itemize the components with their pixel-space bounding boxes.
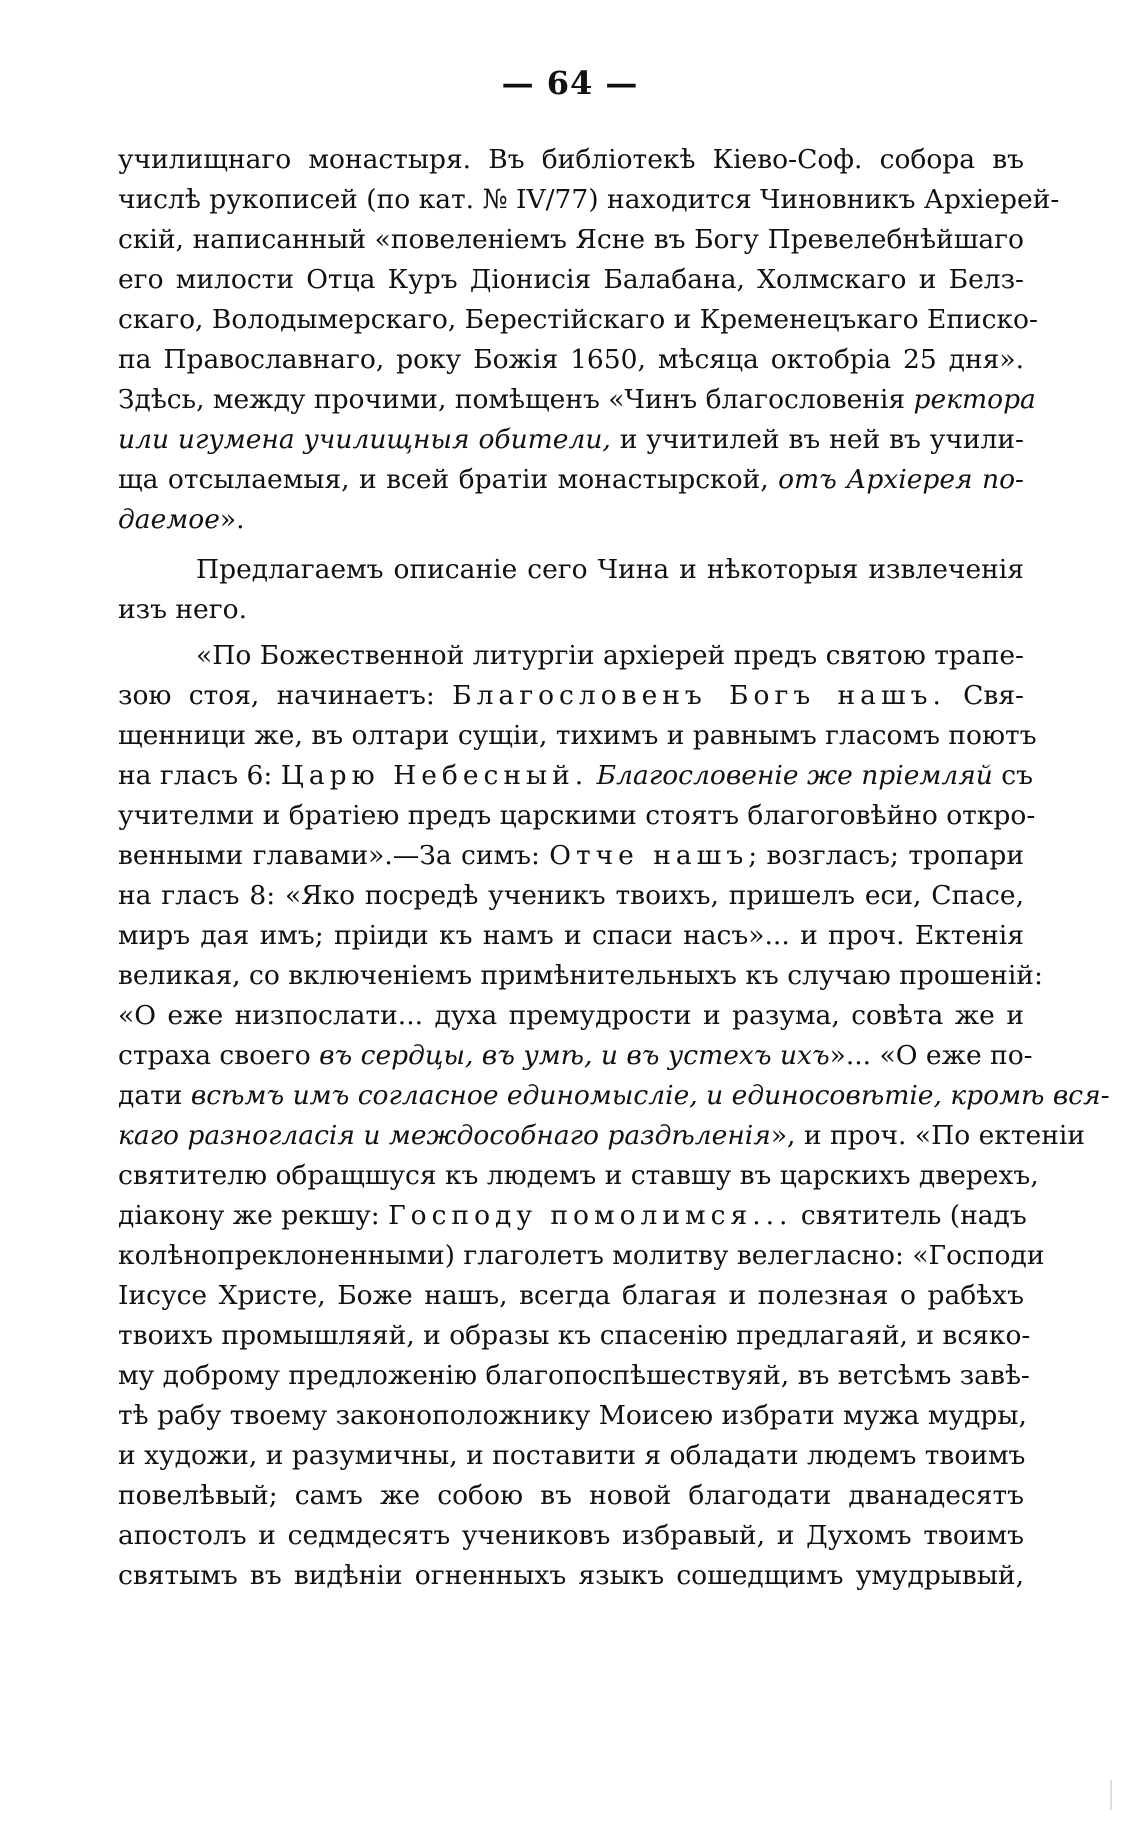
italic-segment: отъ Архіерея по-: [778, 464, 1024, 495]
scan-edge-mark: [1110, 1780, 1112, 1810]
text-segment: [588, 760, 596, 791]
text-line: на гласъ 8: «Яко посредѣ ученикъ твоихъ, пришелъ еси, Спасе,: [118, 880, 1024, 911]
text-line: [118, 1116, 1085, 1156]
text-line: па Православнаго, року Божія 1650, мѣсяца октобріа 25 дня».: [118, 344, 1024, 375]
text-line: колѣнопреклоненными) глаголетъ молитву велегласно: «Господи: [118, 1240, 1045, 1271]
text-segment: Свя-: [945, 680, 1024, 711]
paragraph-gap: [118, 540, 1024, 550]
text-line: [118, 756, 1033, 796]
text-line: повелѣвый; самъ же собою въ новой благодати дванадесятъ: [118, 1480, 1024, 1511]
text-line: и художи, и разумичны, и поставити я обладати людемъ твоимъ: [118, 1440, 1026, 1471]
text-segment: святитель (надъ: [792, 1200, 1027, 1231]
text-line: миръ дая имъ; пріиди къ намъ и спаси насъ»... и проч. Ектенія: [118, 920, 1024, 951]
italic-segment: всѣмъ имъ согласное единомысліе, и единосовѣтіе, кромѣ вся-: [190, 1080, 1110, 1111]
text-line: [118, 676, 1024, 716]
text-segment: ; возгласъ; тропари: [748, 840, 1024, 871]
text-line: [118, 460, 1024, 500]
italic-segment: Благословеніе же пріемляй: [596, 760, 993, 791]
text-line: щенници же, въ олтари сущіи, тихимъ и равнымъ гласомъ поютъ: [118, 720, 1037, 751]
spaced-segment: Господу помолимся...: [388, 1200, 793, 1231]
italic-segment: въ сердцы, въ умѣ, и въ устехъ ихъ: [319, 1040, 830, 1071]
text-line: скаго, Володымерскаго, Берестійскаго и Кременецъкаго Еписко-: [118, 304, 1038, 335]
text-line: тѣ рабу твоему законоположнику Моисею избрати мужа мудры,: [118, 1400, 1027, 1431]
text-segment: »... «О еже по-: [829, 1040, 1033, 1071]
text-line: [118, 1076, 1110, 1116]
text-line: великая, со включеніемъ примѣнительныхъ къ случаю прошеній:: [118, 960, 1043, 991]
text-line: «О еже низпослати... духа премудрости и разума, совѣта же и: [118, 1000, 1024, 1031]
italic-segment: ректора: [913, 384, 1036, 415]
text-segment: венными главами».—За симъ:: [118, 840, 550, 871]
text-line: [118, 836, 1024, 876]
spaced-segment: Отче нашъ: [549, 840, 749, 871]
text-segment: страха своего: [118, 1040, 320, 1071]
text-line: [118, 420, 1024, 460]
spaced-segment: Царю Небесный.: [280, 760, 589, 791]
text-segment: ».: [219, 504, 245, 535]
italic-segment: каго разногласія и междособнаго раздѣленія: [118, 1120, 771, 1151]
text-line: твоихъ промышляяй, и образы къ спасенію предлагаяй, и всяко-: [118, 1320, 1031, 1351]
text-line: апостолъ и седмдесятъ учениковъ избравый, и Духомъ твоимъ: [118, 1520, 1024, 1551]
text-line: [118, 380, 1036, 420]
text-line: «По Божественной литургіи архіерей предъ святою трапе-: [196, 640, 1024, 671]
text-line: скій, написанный «повеленіемъ Ясне въ Богу Превелебнѣйшаго: [118, 224, 1024, 255]
page-number: — 64 —: [501, 64, 639, 102]
text-segment: дати: [118, 1080, 191, 1111]
text-line: его милости Отца Куръ Діонисія Балабана, Холмскаго и Белз-: [118, 264, 1024, 295]
text-line: святымъ въ видѣніи огненныхъ языкъ сошедщимъ умудрывый,: [118, 1560, 1024, 1591]
italic-segment: или игумена училищныя обители,: [118, 424, 611, 455]
text-segment: и учитилей въ ней въ учили-: [610, 424, 1024, 455]
text-line: Іисусе Христе, Боже нашъ, всегда благая и полезная о рабѣхъ: [118, 1280, 1024, 1311]
text-segment: ща отсылаемыя, и всей братіи монастырской,: [118, 464, 779, 495]
text-line: числѣ рукописей (по кат. № IV/77) находится Чиновникъ Архіерей-: [118, 184, 1060, 215]
text-line: учителми и братіею предъ царскими стоятъ благоговѣйно откро-: [118, 800, 1036, 831]
text-segment: Здѣсь, между прочими, помѣщенъ «Чинъ благословенія: [118, 384, 914, 415]
text-line: училищнаго монастыря. Въ библіотекѣ Кіево-Соф. собора въ: [118, 144, 1024, 175]
text-line: [118, 1196, 1027, 1236]
text-line: изъ него.: [118, 594, 248, 625]
text-line: [118, 500, 1024, 540]
text-segment: зою стоя, начинаетъ:: [118, 680, 453, 711]
text-segment: съ: [992, 760, 1033, 791]
text-segment: на гласъ 6:: [118, 760, 281, 791]
text-segment: діакону же рекшу:: [118, 1200, 389, 1231]
text-line: Предлагаемъ описаніе сего Чина и нѣкоторыя извлеченія: [196, 554, 1024, 585]
text-segment: », и проч. «По ектеніи: [770, 1120, 1085, 1151]
text-line: святителю обращшуся къ людемъ и ставшу въ царскихъ дверехъ,: [118, 1160, 1039, 1191]
page-text: [118, 140, 1110, 1596]
text-line: му доброму предложенію благопоспѣшествуяй, въ ветсѣмъ завѣ-: [118, 1360, 1030, 1391]
spaced-segment: Благословенъ Богъ нашъ.: [452, 680, 946, 711]
italic-segment: даемое: [118, 504, 220, 535]
text-line: [118, 1036, 1033, 1076]
